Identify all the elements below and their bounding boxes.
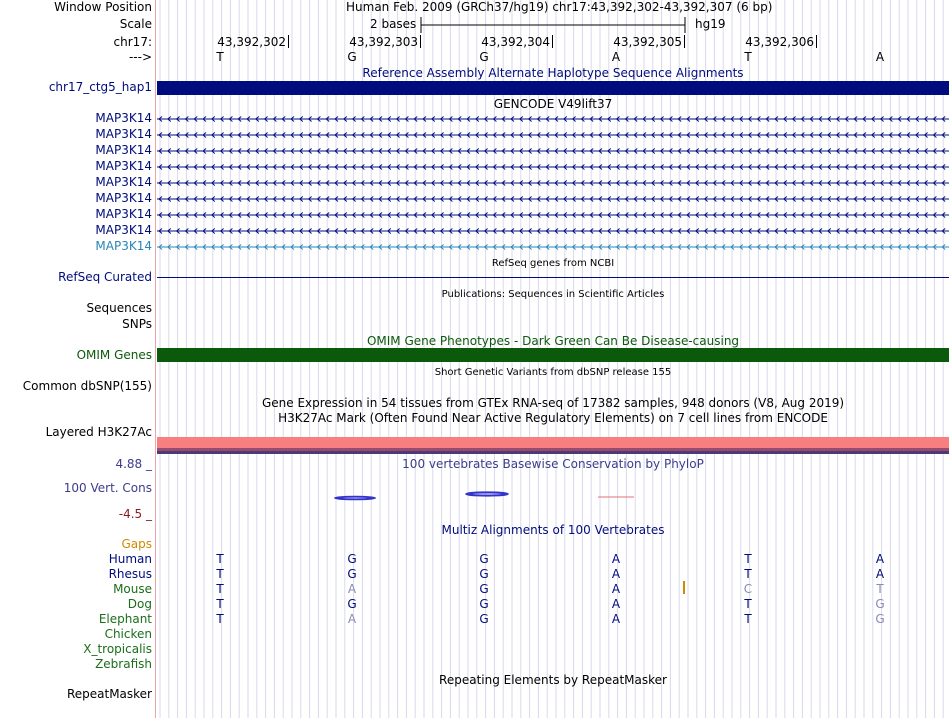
aligned-base: T: [744, 567, 752, 581]
dbsnp-label[interactable]: Common dbSNP(155): [22, 379, 152, 393]
position-label: 43,392,302: [217, 35, 286, 49]
phylop-track-title: 100 vertebrates Basewise Conservation by PhyloP: [402, 457, 704, 471]
aligned-base: T: [216, 582, 224, 596]
aligned-base: A: [347, 612, 357, 626]
gencode-transcripts[interactable]: [157, 110, 949, 260]
refseq-gene-line[interactable]: [157, 277, 949, 278]
position-tick: [816, 35, 817, 48]
aligned-base: G: [479, 552, 489, 566]
omim-label[interactable]: OMIM Genes: [76, 348, 152, 362]
position-label: 43,392,305: [613, 35, 682, 49]
reference-base: A: [875, 50, 885, 64]
scale-bases: 2 bases: [370, 17, 417, 31]
reference-base: A: [611, 50, 621, 64]
aligned-base: A: [611, 582, 621, 596]
gencode-transcript-label[interactable]: MAP3K14: [95, 191, 152, 205]
phylop-max: 4.88 _: [115, 457, 152, 471]
aligned-base: G: [875, 597, 885, 611]
species-label[interactable]: Dog: [127, 597, 152, 611]
species-label[interactable]: Zebrafish: [95, 657, 152, 671]
aligned-base: G: [347, 552, 357, 566]
multiz-track-title: Multiz Alignments of 100 Vertebrates: [441, 523, 665, 537]
position-label: 43,392,304: [481, 35, 550, 49]
gencode-transcript-label[interactable]: MAP3K14: [95, 127, 152, 141]
species-label[interactable]: Rhesus: [108, 567, 152, 581]
gencode-transcript-label[interactable]: MAP3K14: [95, 175, 152, 189]
aligned-base: T: [744, 552, 752, 566]
strand-arrow: --->: [128, 50, 152, 64]
reference-base: T: [216, 50, 224, 64]
gencode-transcript-label[interactable]: MAP3K14: [95, 111, 152, 125]
phylop-plot[interactable]: [157, 488, 949, 504]
alt-haplo-bar[interactable]: [157, 81, 949, 95]
omim-gene-bar[interactable]: [157, 348, 949, 362]
aligned-base: T: [216, 552, 224, 566]
dbsnp-track-title: Short Genetic Variants from dbSNP release 155: [434, 367, 672, 378]
gencode-transcript-label[interactable]: MAP3K14: [95, 143, 152, 157]
window-position-label: Window Position: [54, 0, 152, 14]
scale-bar: [419, 16, 687, 34]
gencode-track-title: GENCODE V49lift37: [493, 97, 613, 111]
aligned-base: T: [216, 612, 224, 626]
alt-haplo-label[interactable]: chr17_ctg5_hap1: [48, 80, 152, 94]
position-tick: [684, 35, 685, 48]
aligned-base: G: [479, 597, 489, 611]
gencode-transcript-label[interactable]: MAP3K14: [95, 239, 152, 253]
repeat-track-title: Repeating Elements by RepeatMasker: [439, 673, 667, 687]
aligned-base: G: [479, 567, 489, 581]
species-label[interactable]: Human: [108, 552, 152, 566]
aligned-base: C: [743, 582, 753, 596]
gencode-transcript-label[interactable]: MAP3K14: [95, 207, 152, 221]
species-label[interactable]: Mouse: [113, 582, 152, 596]
aligned-base: G: [479, 582, 489, 596]
gaps-label[interactable]: Gaps: [121, 537, 152, 551]
snps-label[interactable]: SNPs: [122, 317, 152, 331]
aligned-base: T: [876, 582, 884, 596]
position-tick: [552, 35, 553, 48]
pubs-track-title: Publications: Sequences in Scientific Articles: [441, 289, 665, 300]
aligned-base: G: [347, 567, 357, 581]
reference-base: G: [347, 50, 357, 64]
position-tick: [420, 35, 421, 48]
aligned-base: T: [216, 597, 224, 611]
phylop-min: -4.5 _: [118, 507, 152, 521]
alt-haplo-track-title: Reference Assembly Alternate Haplotype Sequence Alignments: [362, 66, 744, 80]
refseq-track-title: RefSeq genes from NCBI: [491, 258, 615, 269]
reference-base: T: [744, 50, 752, 64]
aligned-base: A: [347, 582, 357, 596]
aligned-base: A: [611, 552, 621, 566]
chrom-label: chr17:: [113, 35, 152, 49]
aligned-base: A: [611, 567, 621, 581]
aligned-base: T: [744, 597, 752, 611]
aligned-base: T: [744, 612, 752, 626]
aligned-base: A: [611, 612, 621, 626]
repeat-label[interactable]: RepeatMasker: [66, 687, 152, 701]
gencode-transcript-label[interactable]: MAP3K14: [95, 223, 152, 237]
position-label: 43,392,303: [349, 35, 418, 49]
scale-assembly: hg19: [695, 17, 726, 31]
position-tick: [288, 35, 289, 48]
species-label[interactable]: Chicken: [104, 627, 152, 641]
scale-label: Scale: [119, 17, 152, 31]
species-label[interactable]: X_tropicalis: [83, 642, 152, 656]
aligned-base: G: [479, 612, 489, 626]
aligned-base: G: [875, 612, 885, 626]
aligned-base: A: [611, 597, 621, 611]
position-label: 43,392,306: [745, 35, 814, 49]
phylop-label[interactable]: 100 Vert. Cons: [63, 481, 152, 495]
gencode-transcript-label[interactable]: MAP3K14: [95, 159, 152, 173]
h3k27-track-title: H3K27Ac Mark (Often Found Near Active Regulatory Elements) on 7 cell lines from ENCODE: [278, 411, 828, 425]
h3k27-label[interactable]: Layered H3K27Ac: [45, 425, 152, 439]
species-label[interactable]: Elephant: [98, 612, 152, 626]
aligned-base: G: [347, 597, 357, 611]
mouse-gap-marker: [683, 581, 685, 594]
h3k27-signal-pink[interactable]: [157, 437, 949, 448]
aligned-base: A: [875, 567, 885, 581]
h3k27-signal-purple: [157, 451, 949, 454]
window-position-value: Human Feb. 2009 (GRCh37/hg19) chr17:43,392,302-43,392,307 (6 bp): [346, 0, 773, 14]
aligned-base: T: [216, 567, 224, 581]
sequences-label[interactable]: Sequences: [86, 301, 152, 315]
gtex-track-title: Gene Expression in 54 tissues from GTEx RNA-seq of 17382 samples, 948 donors (V8, Aug 2019): [261, 396, 845, 410]
refseq-label[interactable]: RefSeq Curated: [58, 270, 152, 284]
aligned-base: A: [875, 552, 885, 566]
omim-track-title: OMIM Gene Phenotypes - Dark Green Can Be Disease-causing: [366, 334, 740, 348]
reference-base: G: [479, 50, 489, 64]
